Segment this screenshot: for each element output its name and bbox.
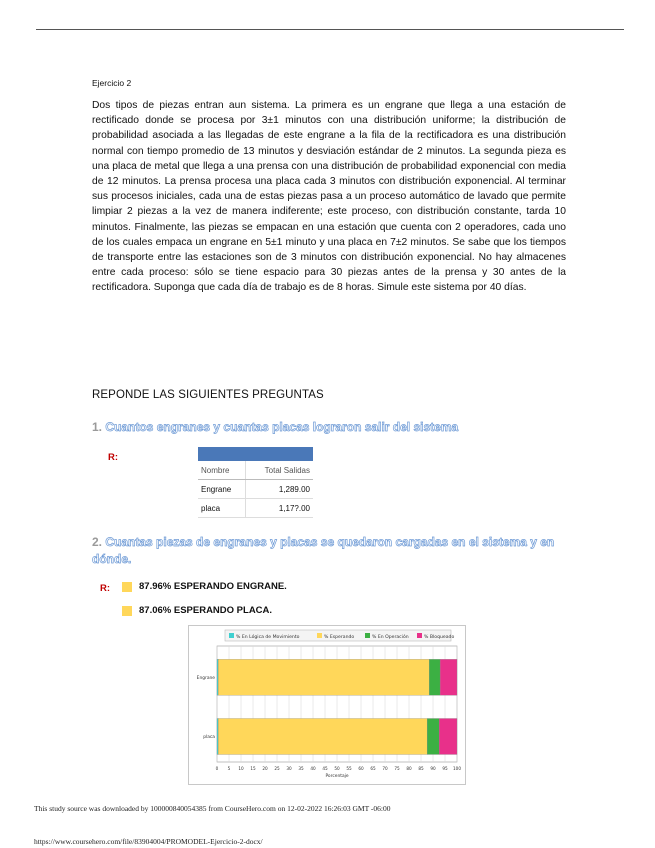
footer-source: This study source was downloaded by 100000840054385 from CourseHero.com on 12-02-2022 16:26:03 GMT -06:00 xyxy=(34,804,391,813)
answer-1-label: R: xyxy=(108,452,119,463)
x-tick-label: 85 xyxy=(418,766,424,771)
category-label: Engrane xyxy=(196,675,215,681)
x-tick-label: 5 xyxy=(227,766,231,771)
bar-placa-3 xyxy=(439,718,457,754)
table-cell-name: Engrane xyxy=(198,480,246,499)
x-tick-label: 25 xyxy=(274,766,280,771)
problem-statement: Dos tipos de piezas entran aun sistema. La primera es un engrane que llega a una estación de rectificado donde se procesa por 3±1 minutos con una distribución uniforme; la distribución de probabilidad asociada a las llegadas de este engrane a la fila de la rectificadora es una distribución normal con tiempo promedio de 13 minutos y desviación estándar de 2 minutos. La segunda pieza es una placa de metal que llega a una prensa con una distribución de probabilidad exponencial con media de 12 minutos. La prensa procesa una placa cada 3 minutos con distribución exponencial. Al terminar sus procesos iniciales, cada una de estas piezas pasa a un proceso automático de lavado que permite limpiar 2 piezas a la vez de manera indiferente; este proceso, con distribución constante, tarda 10 minutos. Finalmente, las piezas se empacan en una estación que cuenta con 2 operadores, cada uno de los cuales empaca un engrane en 5±1 minuto y una placa en 7±2 minutos. Se sabe que los tiempos de transporte entre las estaciones son de 3 minutos con distribución exponencial. No hay almacenes entre cada proceso: sólo se tiene espacio para 30 piezas antes de la prensa y 30 antes de la rectificadora. Suponga que cada día de trabajo es de 8 horas. Simule este sistema por 40 días. xyxy=(92,100,566,294)
state-chart xyxy=(188,625,466,785)
x-tick-label: 15 xyxy=(250,766,256,771)
table-cell-total: 1,289.00 xyxy=(246,480,313,499)
x-tick-label: 40 xyxy=(310,766,316,771)
bar-engrane-2 xyxy=(429,659,440,695)
answer-2-line-1-text: 87.96% ESPERANDO ENGRANE. xyxy=(139,581,287,592)
question-2 xyxy=(92,534,572,568)
x-tick-label: 70 xyxy=(382,766,388,771)
bar-engrane-3 xyxy=(440,659,457,695)
x-tick-label: 20 xyxy=(262,766,268,771)
x-tick-label: 80 xyxy=(406,766,412,771)
legend-swatch-3 xyxy=(417,633,422,638)
legend-label-3: % Bloqueado xyxy=(424,635,455,640)
table-header-bar xyxy=(198,447,313,461)
x-tick-label: 45 xyxy=(322,766,328,771)
x-tick-label: 90 xyxy=(430,766,436,771)
table-header-name: Nombre xyxy=(198,461,246,480)
exits-table xyxy=(198,447,313,526)
waiting-swatch-icon xyxy=(122,606,132,616)
state-chart-svg xyxy=(189,626,465,784)
x-tick-label: 95 xyxy=(442,766,448,771)
legend-label-0: % En Lógica de Movimiento xyxy=(236,635,300,640)
question-2-number: 2. xyxy=(92,535,103,549)
table-row xyxy=(198,499,313,518)
legend-swatch-1 xyxy=(317,633,322,638)
category-label: placa xyxy=(203,734,215,740)
table-cell-total: 1,17?.00 xyxy=(246,499,313,518)
section-heading: REPONDE LAS SIGUIENTES PREGUNTAS xyxy=(92,389,324,401)
x-tick-label: 50 xyxy=(334,766,340,771)
x-axis-label: Porcentaje xyxy=(325,774,349,779)
bar-engrane-1 xyxy=(218,659,429,695)
x-tick-label: 10 xyxy=(238,766,244,771)
answer-2-label: R: xyxy=(100,583,111,594)
x-tick-label: 30 xyxy=(286,766,292,771)
table-row xyxy=(198,480,313,499)
question-1-text: Cuantos engranes y cuantas placas lograron salir del sistema xyxy=(105,420,459,434)
legend-label-1: % Esperando xyxy=(324,635,355,640)
top-rule xyxy=(36,29,624,30)
legend-swatch-0 xyxy=(229,633,234,638)
waiting-swatch-icon xyxy=(122,582,132,592)
bar-placa-1 xyxy=(218,718,427,754)
question-2-text: Cuantas piezas de engranes y placas se quedaron cargadas en el sistema y en dónde. xyxy=(92,535,555,566)
answer-2-line-2-text: 87.06% ESPERANDO PLACA. xyxy=(139,605,273,616)
legend-label-2: % En Operación xyxy=(372,635,409,640)
question-1 xyxy=(92,419,458,436)
answer-2-line-1 xyxy=(122,581,287,592)
question-1-number: 1. xyxy=(92,420,103,434)
x-tick-label: 60 xyxy=(358,766,364,771)
bar-placa-0 xyxy=(217,718,218,754)
x-tick-label: 0 xyxy=(215,766,219,771)
bar-engrane-0 xyxy=(217,659,218,695)
bar-placa-2 xyxy=(427,718,439,754)
exercise-title: Ejercicio 2 xyxy=(92,78,132,88)
x-tick-label: 65 xyxy=(370,766,376,771)
x-tick-label: 100 xyxy=(453,766,461,771)
table-header-total: Total Salidas xyxy=(246,461,313,480)
footer-url[interactable]: https://www.coursehero.com/file/83904004/PROMODEL-Ejercicio-2-docx/ xyxy=(34,837,263,846)
x-tick-label: 35 xyxy=(298,766,304,771)
answer-2-line-2 xyxy=(122,605,272,616)
x-tick-label: 75 xyxy=(394,766,400,771)
x-tick-label: 55 xyxy=(346,766,352,771)
table-cell-name: placa xyxy=(198,499,246,518)
legend-swatch-2 xyxy=(365,633,370,638)
